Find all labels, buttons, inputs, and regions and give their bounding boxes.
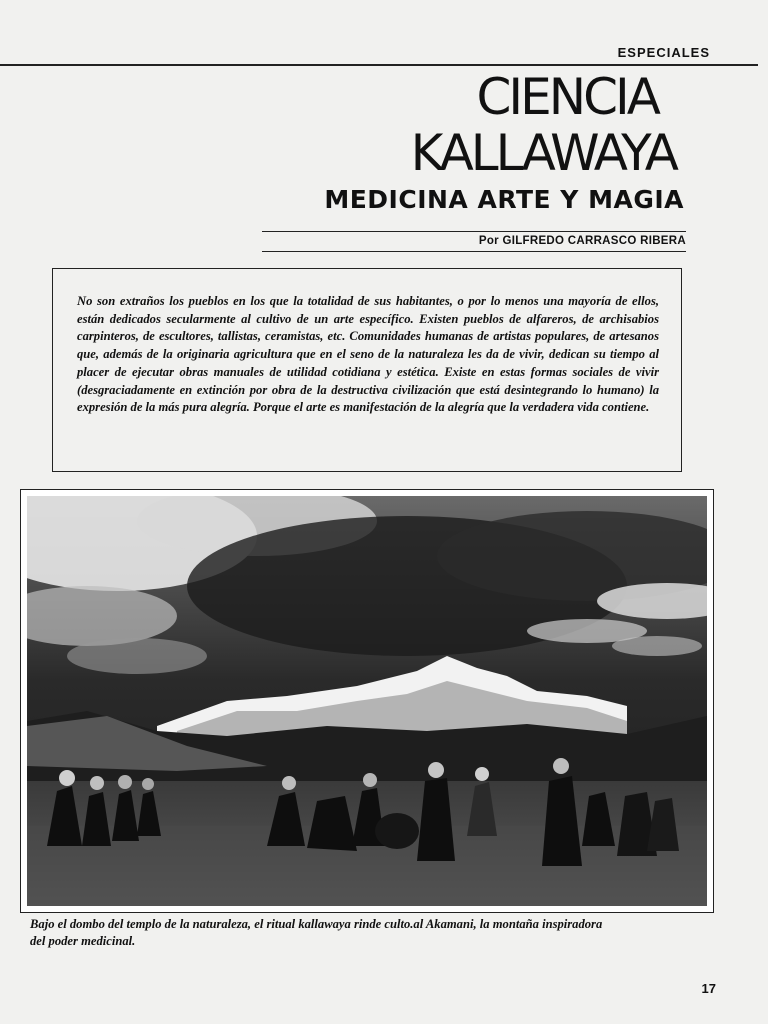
photo-caption: Bajo el dombo del templo de la naturaleza, el ritual kallawaya rinde culto.al Akamani, la montaña inspiradora del poder medicinal. — [30, 917, 603, 948]
intro-box — [52, 268, 682, 472]
byline-rule-bottom — [262, 251, 686, 252]
article-title-line-2: KALLAWAYA — [410, 124, 676, 182]
mountain-ritual-photo — [27, 496, 707, 906]
byline-rule-top — [262, 231, 686, 232]
cloud — [612, 636, 702, 656]
header-rule — [0, 64, 758, 66]
byline: Por GILFREDO CARRASCO RIBERA — [478, 235, 686, 247]
section-label: ESPECIALES — [617, 45, 710, 60]
article-photo — [20, 489, 714, 913]
page-number: 17 — [701, 981, 716, 996]
cloud — [67, 638, 207, 674]
article-title-line-1: CIENCIA — [476, 68, 658, 126]
article-subtitle: MEDICINA ARTE Y MAGIA — [324, 185, 684, 214]
intro-text: No son extraños los pueblos en los que la totalidad de sus habitantes, o por lo menos una mayoría de ellos, están dedicados secularmente al cultivo de un arte específico. Existen pueblos de alfareros, de archisabios carpinteros, de escultores, tallistas, ceramistas, etc. Comunidades humanas de artistas populares, de artesanos que, además de la originaria agricultura que en el seno de la naturaleza les da de vivir, dedican su tiempo al placer de ejecutar obras manuales de utilidad cotidiana y estética. Existe en estas formas sociales de vivir (desgraciadamente en extinción por obra de la destructiva civilización que está desintegrando lo humano) la expresión de la más pura alegría. Porque el arte es manifestación de la alegría que la verdadera vida contiene. — [77, 294, 659, 415]
